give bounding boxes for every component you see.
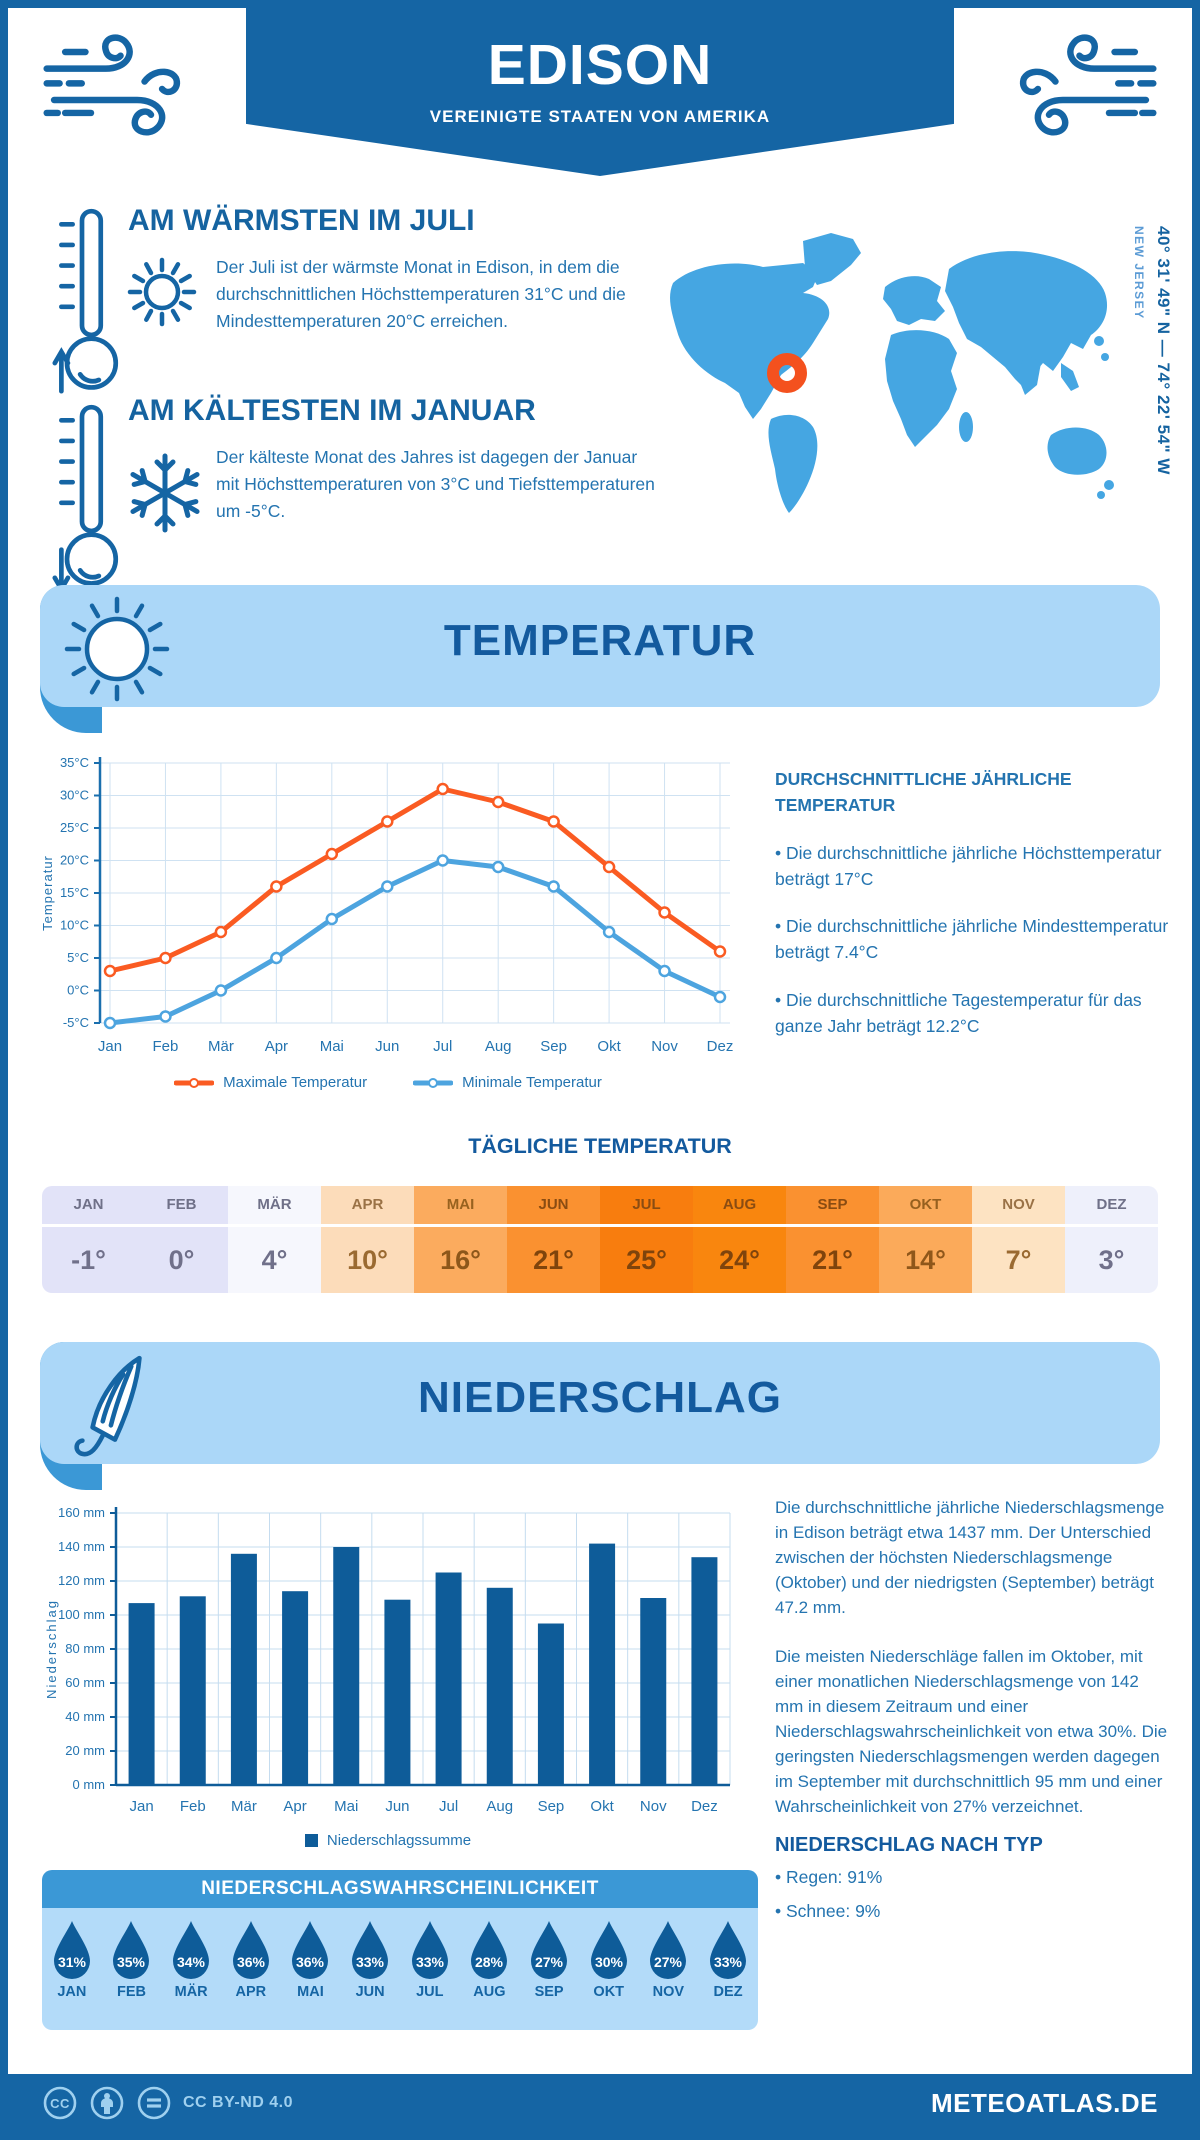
svg-text:28%: 28% bbox=[475, 1954, 504, 1970]
bar bbox=[640, 1598, 666, 1785]
month-column bbox=[879, 1186, 972, 1293]
precipitation-probability-panel bbox=[42, 1870, 758, 2030]
month-name-cell: MÄR bbox=[228, 1186, 321, 1227]
svg-text:Feb: Feb bbox=[179, 1798, 206, 1815]
droplet-month-label: AUG bbox=[473, 1984, 506, 2000]
month-name-cell: AUG bbox=[693, 1186, 786, 1227]
precipitation-type-heading: NIEDERSCHLAG NACH TYP bbox=[775, 1833, 1043, 1856]
bar bbox=[180, 1596, 206, 1785]
svg-text:CC: CC bbox=[50, 2096, 70, 2111]
svg-text:35%: 35% bbox=[117, 1954, 146, 1970]
svg-text:33%: 33% bbox=[356, 1954, 385, 1970]
cc-nd-icon bbox=[136, 2085, 172, 2121]
month-column bbox=[600, 1186, 693, 1293]
month-column bbox=[1065, 1186, 1158, 1293]
data-point bbox=[438, 856, 448, 866]
month-value-cell: 3° bbox=[1065, 1227, 1158, 1293]
svg-text:10°C: 10°C bbox=[59, 917, 89, 933]
svg-text:36%: 36% bbox=[296, 1954, 325, 1970]
svg-text:Jul: Jul bbox=[433, 1038, 453, 1055]
month-name-cell: JUL bbox=[600, 1186, 693, 1227]
precipitation-paragraph: Die durchschnittliche jährliche Niederschlagsmenge in Edison beträgt etwa 1437 mm. Der Unterschied zwischen der höchsten Niederschlagsmenge (Oktober) und der niedrigsten (September) beträgt 47.2 mm. bbox=[775, 1498, 1165, 1617]
svg-text:34%: 34% bbox=[177, 1954, 206, 1970]
month-value-cell: -1° bbox=[42, 1227, 135, 1293]
bar bbox=[333, 1547, 359, 1785]
svg-text:Okt: Okt bbox=[597, 1038, 621, 1055]
probability-droplet bbox=[103, 1919, 159, 2000]
svg-text:Sep: Sep bbox=[537, 1798, 565, 1815]
data-point bbox=[327, 849, 337, 859]
droplet-month-label: APR bbox=[235, 1984, 267, 2000]
svg-text:Mai: Mai bbox=[334, 1798, 359, 1815]
probability-droplet bbox=[461, 1919, 517, 2000]
month-column bbox=[414, 1186, 507, 1293]
bar bbox=[231, 1554, 257, 1785]
bar bbox=[384, 1600, 410, 1785]
probability-droplet bbox=[581, 1919, 637, 2000]
svg-text:Niederschlag: Niederschlag bbox=[44, 1599, 59, 1699]
droplet-month-label: FEB bbox=[116, 1984, 146, 2000]
svg-text:Mai: Mai bbox=[319, 1038, 344, 1055]
thermometer-down-icon bbox=[52, 400, 127, 600]
month-value-cell: 0° bbox=[135, 1227, 228, 1293]
month-value-cell: 16° bbox=[414, 1227, 507, 1293]
bar bbox=[691, 1557, 717, 1785]
data-point bbox=[604, 862, 614, 872]
data-point bbox=[382, 817, 392, 827]
droplet-month-label: JAN bbox=[57, 1984, 87, 2000]
droplet-month-label: SEP bbox=[534, 1984, 564, 2000]
probability-droplets bbox=[42, 1908, 758, 2030]
droplet-month-label: MAI bbox=[297, 1984, 324, 2000]
svg-text:15°C: 15°C bbox=[59, 885, 89, 900]
month-name-cell: JUN bbox=[507, 1186, 600, 1227]
month-name-cell: OKT bbox=[879, 1186, 972, 1227]
data-point bbox=[105, 966, 115, 976]
world-map bbox=[653, 223, 1123, 523]
sun-icon bbox=[120, 250, 204, 334]
droplet-month-label: JUN bbox=[355, 1984, 385, 2000]
month-column bbox=[972, 1186, 1065, 1293]
droplet-icon bbox=[526, 1919, 572, 1981]
monthly-temperature-table bbox=[42, 1186, 1158, 1293]
svg-text:31%: 31% bbox=[57, 1954, 86, 1970]
svg-text:-5°C: -5°C bbox=[62, 1015, 89, 1030]
svg-text:25°C: 25°C bbox=[59, 820, 89, 835]
wind-icon bbox=[1010, 28, 1160, 148]
svg-text:Jun: Jun bbox=[385, 1798, 410, 1815]
snowflake-icon bbox=[120, 448, 210, 538]
svg-text:Mär: Mär bbox=[230, 1798, 257, 1815]
data-point bbox=[160, 1012, 170, 1022]
droplet-icon bbox=[586, 1919, 632, 1981]
month-column bbox=[42, 1186, 135, 1293]
droplet-icon bbox=[168, 1919, 214, 1981]
data-point bbox=[160, 953, 170, 963]
svg-text:35°C: 35°C bbox=[59, 755, 89, 770]
svg-text:Feb: Feb bbox=[152, 1038, 179, 1055]
month-name-cell: SEP bbox=[786, 1186, 879, 1227]
svg-text:Apr: Apr bbox=[264, 1038, 289, 1055]
wind-icon bbox=[40, 28, 190, 148]
month-value-cell: 7° bbox=[972, 1227, 1065, 1293]
probability-droplet bbox=[282, 1919, 338, 2000]
data-point bbox=[216, 927, 226, 937]
droplet-icon bbox=[49, 1919, 95, 1981]
bar bbox=[129, 1603, 155, 1785]
droplet-icon bbox=[466, 1919, 512, 1981]
coordinates-block bbox=[1132, 226, 1173, 526]
svg-text:Apr: Apr bbox=[283, 1798, 307, 1815]
svg-text:20 mm: 20 mm bbox=[65, 1743, 105, 1758]
data-point bbox=[660, 908, 670, 918]
month-column bbox=[321, 1186, 414, 1293]
svg-text:Dez: Dez bbox=[691, 1798, 718, 1815]
data-point bbox=[604, 927, 614, 937]
svg-text:100 mm: 100 mm bbox=[58, 1607, 105, 1622]
data-point bbox=[271, 882, 281, 892]
precipitation-type-bullet: • Schnee: 9% bbox=[775, 1900, 881, 1921]
coldest-title: AM KÄLTESTEN IM JANUAR bbox=[128, 394, 536, 427]
svg-text:33%: 33% bbox=[415, 1954, 444, 1970]
warmest-title: AM WÄRMSTEN IM JULI bbox=[128, 204, 475, 237]
svg-text:160 mm: 160 mm bbox=[58, 1505, 105, 1520]
data-point bbox=[493, 862, 503, 872]
droplet-icon bbox=[705, 1919, 751, 1981]
temperature-chart bbox=[38, 745, 738, 1077]
month-value-cell: 14° bbox=[879, 1227, 972, 1293]
svg-text:Nov: Nov bbox=[651, 1038, 678, 1055]
precipitation-section-title: NIEDERSCHLAG bbox=[417, 1373, 783, 1422]
page-title: EDISON bbox=[487, 33, 713, 97]
month-name-cell: MAI bbox=[414, 1186, 507, 1227]
legend-item: Minimale Temperatur bbox=[413, 1074, 602, 1091]
footer bbox=[8, 2074, 1192, 2132]
svg-text:Dez: Dez bbox=[706, 1038, 734, 1055]
svg-text:36%: 36% bbox=[236, 1954, 265, 1970]
bar bbox=[487, 1588, 513, 1785]
svg-text:33%: 33% bbox=[714, 1954, 743, 1970]
svg-text:Okt: Okt bbox=[590, 1798, 614, 1815]
svg-text:Nov: Nov bbox=[639, 1798, 667, 1815]
probability-droplet bbox=[402, 1919, 458, 2000]
month-name-cell: NOV bbox=[972, 1186, 1065, 1227]
coldest-text: Der kälteste Monat des Jahres ist dagegen der Januar mit Höchsttemperaturen von 3°C und Tiefsttemperaturen um -5°C. bbox=[216, 447, 655, 522]
droplet-icon bbox=[645, 1919, 691, 1981]
location-marker bbox=[773, 359, 801, 387]
coordinates-label: 40° 31' 49" N — 74° 22' 54" W bbox=[1154, 226, 1173, 475]
droplet-icon bbox=[347, 1919, 393, 1981]
droplet-month-label: NOV bbox=[652, 1984, 685, 2000]
probability-droplet bbox=[223, 1919, 279, 2000]
precipitation-paragraph: Die meisten Niederschläge fallen im Oktober, mit einer monatlichen Niederschlagsmenge von 142 mm in diesem Zeitraum und einer Niederschlagswahrscheinlichkeit von etwa 30%. Die geringsten Niederschlagsmengen werden dagegen im September mit durchschnittlich 95 mm und einer Wahrscheinlichkeit von 27% verzeichnet. bbox=[775, 1646, 1168, 1816]
svg-text:Jan: Jan bbox=[129, 1798, 154, 1815]
precipitation-chart-legend bbox=[38, 1832, 738, 1849]
svg-text:120 mm: 120 mm bbox=[58, 1573, 105, 1588]
bar bbox=[589, 1544, 615, 1785]
svg-text:Mär: Mär bbox=[207, 1038, 234, 1055]
cc-by-icon bbox=[89, 2085, 125, 2121]
month-name-cell: APR bbox=[321, 1186, 414, 1227]
month-name-cell: JAN bbox=[42, 1186, 135, 1227]
month-column bbox=[135, 1186, 228, 1293]
droplet-icon bbox=[287, 1919, 333, 1981]
data-point bbox=[105, 1018, 115, 1028]
svg-text:20°C: 20°C bbox=[59, 852, 89, 868]
droplet-icon bbox=[228, 1919, 274, 1981]
svg-text:5°C: 5°C bbox=[67, 950, 89, 965]
data-point bbox=[660, 966, 670, 976]
month-value-cell: 21° bbox=[507, 1227, 600, 1293]
map-land bbox=[670, 233, 1114, 513]
precipitation-text-block bbox=[775, 1496, 1171, 1925]
svg-text:30°C: 30°C bbox=[59, 787, 89, 803]
svg-text:Temperatur: Temperatur bbox=[40, 855, 55, 931]
probability-droplet bbox=[44, 1919, 100, 2000]
bar bbox=[282, 1591, 308, 1785]
thermometer-up-icon bbox=[52, 204, 127, 404]
svg-text:Jun: Jun bbox=[375, 1038, 400, 1055]
precipitation-chart bbox=[38, 1497, 738, 1827]
probability-droplet bbox=[700, 1919, 756, 2000]
page-subtitle: VEREINIGTE STAATEN VON AMERIKA bbox=[429, 107, 771, 126]
svg-text:Aug: Aug bbox=[484, 1038, 512, 1055]
month-name-cell: DEZ bbox=[1065, 1186, 1158, 1227]
probability-heading: NIEDERSCHLAGSWAHRSCHEINLICHKEIT bbox=[42, 1870, 758, 1908]
annual-heading: DURCHSCHNITTLICHE JÄHRLICHE TEMPERATUR bbox=[775, 769, 1072, 816]
svg-text:Sep: Sep bbox=[540, 1038, 567, 1055]
license-block bbox=[42, 2085, 293, 2121]
svg-text:27%: 27% bbox=[654, 1954, 683, 1970]
month-column bbox=[693, 1186, 786, 1293]
month-value-cell: 4° bbox=[228, 1227, 321, 1293]
probability-droplet bbox=[640, 1919, 696, 2000]
svg-text:80 mm: 80 mm bbox=[65, 1641, 105, 1656]
probability-droplet bbox=[342, 1919, 398, 2000]
precipitation-type-bullet: • Regen: 91% bbox=[775, 1866, 883, 1887]
svg-text:0°C: 0°C bbox=[67, 982, 89, 998]
data-point bbox=[549, 882, 559, 892]
svg-text:0 mm: 0 mm bbox=[72, 1777, 105, 1792]
month-column bbox=[786, 1186, 879, 1293]
month-column bbox=[507, 1186, 600, 1293]
temperature-chart-legend bbox=[38, 1074, 738, 1091]
data-point bbox=[493, 797, 503, 807]
annual-bullet: • Die durchschnittliche jährliche Mindesttemperatur beträgt 7.4°C bbox=[775, 916, 1169, 963]
data-point bbox=[216, 986, 226, 996]
svg-text:60 mm: 60 mm bbox=[65, 1675, 105, 1690]
region-label: NEW JERSEY bbox=[1132, 226, 1146, 320]
droplet-month-label: DEZ bbox=[713, 1984, 743, 2000]
month-name-cell: FEB bbox=[135, 1186, 228, 1227]
svg-text:Jul: Jul bbox=[438, 1798, 459, 1815]
annual-bullet: • Die durchschnittliche Tagestemperatur für das ganze Jahr beträgt 12.2°C bbox=[775, 989, 1142, 1036]
legend-item: Niederschlagssumme bbox=[305, 1832, 471, 1849]
license-label: CC BY-ND 4.0 bbox=[183, 2094, 294, 2111]
data-point bbox=[715, 947, 725, 957]
legend-item: Maximale Temperatur bbox=[174, 1074, 367, 1091]
droplet-month-label: OKT bbox=[593, 1984, 625, 2000]
svg-text:Aug: Aug bbox=[486, 1798, 514, 1815]
temperature-section-title: TEMPERATUR bbox=[443, 616, 757, 665]
droplet-month-label: MÄR bbox=[174, 1984, 208, 2000]
annual-bullet: • Die durchschnittliche jährliche Höchsttemperatur beträgt 17°C bbox=[775, 842, 1162, 889]
svg-text:40 mm: 40 mm bbox=[65, 1709, 105, 1724]
droplet-icon bbox=[407, 1919, 453, 1981]
svg-text:140 mm: 140 mm bbox=[58, 1539, 105, 1554]
droplet-month-label: JUL bbox=[416, 1984, 444, 2000]
data-point bbox=[549, 817, 559, 827]
data-point bbox=[327, 914, 337, 924]
month-value-cell: 24° bbox=[693, 1227, 786, 1293]
daily-temperature-heading: TÄGLICHE TEMPERATUR bbox=[468, 1134, 732, 1158]
probability-droplet bbox=[521, 1919, 577, 2000]
month-value-cell: 25° bbox=[600, 1227, 693, 1293]
month-value-cell: 10° bbox=[321, 1227, 414, 1293]
bar bbox=[436, 1573, 462, 1786]
month-value-cell: 21° bbox=[786, 1227, 879, 1293]
data-point bbox=[438, 784, 448, 794]
bar bbox=[538, 1624, 564, 1786]
site-label: METEOATLAS.DE bbox=[930, 2087, 1158, 2118]
data-point bbox=[382, 882, 392, 892]
month-column bbox=[228, 1186, 321, 1293]
droplet-icon bbox=[108, 1919, 154, 1981]
annual-temperature-block bbox=[775, 745, 1171, 1039]
data-point bbox=[271, 953, 281, 963]
probability-droplet bbox=[163, 1919, 219, 2000]
svg-text:Jan: Jan bbox=[97, 1038, 123, 1055]
data-point bbox=[715, 992, 725, 1002]
warmest-text: Der Juli ist der wärmste Monat in Edison, in dem die durchschnittlichen Höchsttemperaturen 31°C und die Mindesttemperaturen 20°C erreichen. bbox=[216, 257, 626, 332]
svg-text:30%: 30% bbox=[594, 1954, 623, 1970]
svg-text:27%: 27% bbox=[535, 1954, 564, 1970]
cc-icon bbox=[42, 2085, 78, 2121]
